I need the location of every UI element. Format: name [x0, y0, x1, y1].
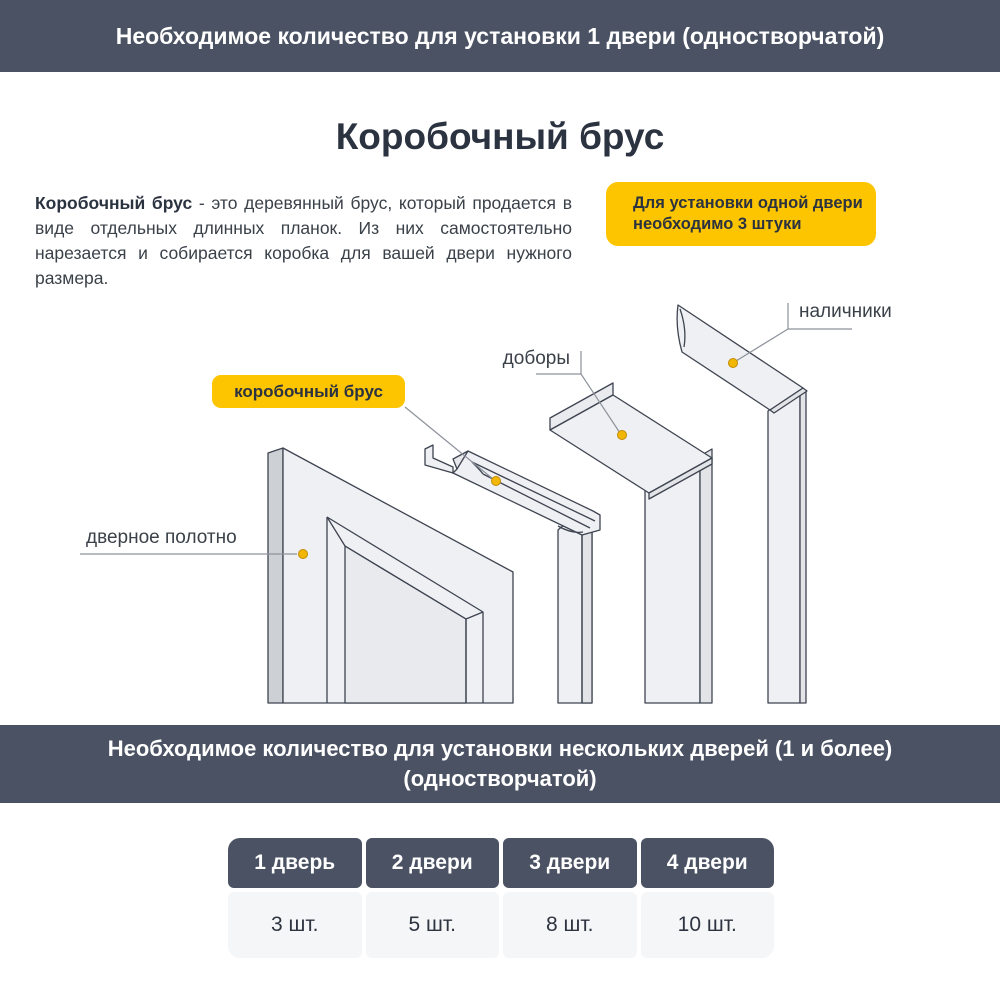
quantity-note-line1: Для установки одной двери — [633, 194, 863, 212]
casings-label: наличники — [799, 301, 892, 322]
table-value-1-door: 3 шт. — [228, 892, 362, 958]
table-header-3-doors: 3 двери — [503, 838, 637, 888]
description-lead: Коробочный брус — [35, 193, 193, 213]
description-paragraph — [35, 191, 572, 291]
table-header-4-doors: 4 двери — [641, 838, 775, 888]
table-value-4-doors: 10 шт. — [641, 892, 775, 958]
quantity-note-line2: необходимо 3 штуки — [633, 215, 802, 233]
table-header-1-door: 1 дверь — [228, 838, 362, 888]
top-section-header — [0, 0, 1000, 72]
bottom-section-title-line1: Необходимое количество для установки нескольких дверей (1 и более) — [107, 736, 893, 761]
page-title: Коробочный брус — [335, 116, 665, 157]
table-value-3-doors: 8 шт. — [503, 892, 637, 958]
description-text: - это деревянный брус, который продается в виде отдельных длинных планок. Из них самостоятельно нарезается и собирается коробка для вашей двери нужного размера. — [35, 193, 572, 288]
frame-bar-shape — [425, 445, 600, 535]
door-leaf-label: дверное полотно — [86, 527, 237, 548]
top-section-title: Необходимое количество для установки 1 двери (одностворчатой) — [115, 22, 885, 49]
table-header-2-doors: 2 двери — [366, 838, 500, 888]
frame-bar-jamb-shape — [558, 518, 592, 703]
door-assembly-diagram — [0, 290, 1000, 710]
frame-bar-marker-dot — [492, 477, 501, 486]
doors-quantity-table — [228, 838, 774, 958]
extensions-label: доборы — [502, 348, 570, 369]
bottom-section-header — [0, 725, 1000, 803]
frame-bar-label-badge: коробочный брус — [212, 375, 405, 408]
table-value-2-doors: 5 шт. — [366, 892, 500, 958]
casings-marker-dot — [729, 359, 738, 368]
door-leaf-shape — [268, 448, 513, 703]
door-leaf-marker-dot — [299, 550, 308, 559]
bottom-section-title-line2: (одностворчатой) — [403, 766, 597, 791]
quantity-note-badge — [606, 182, 876, 246]
extensions-marker-dot — [618, 431, 627, 440]
